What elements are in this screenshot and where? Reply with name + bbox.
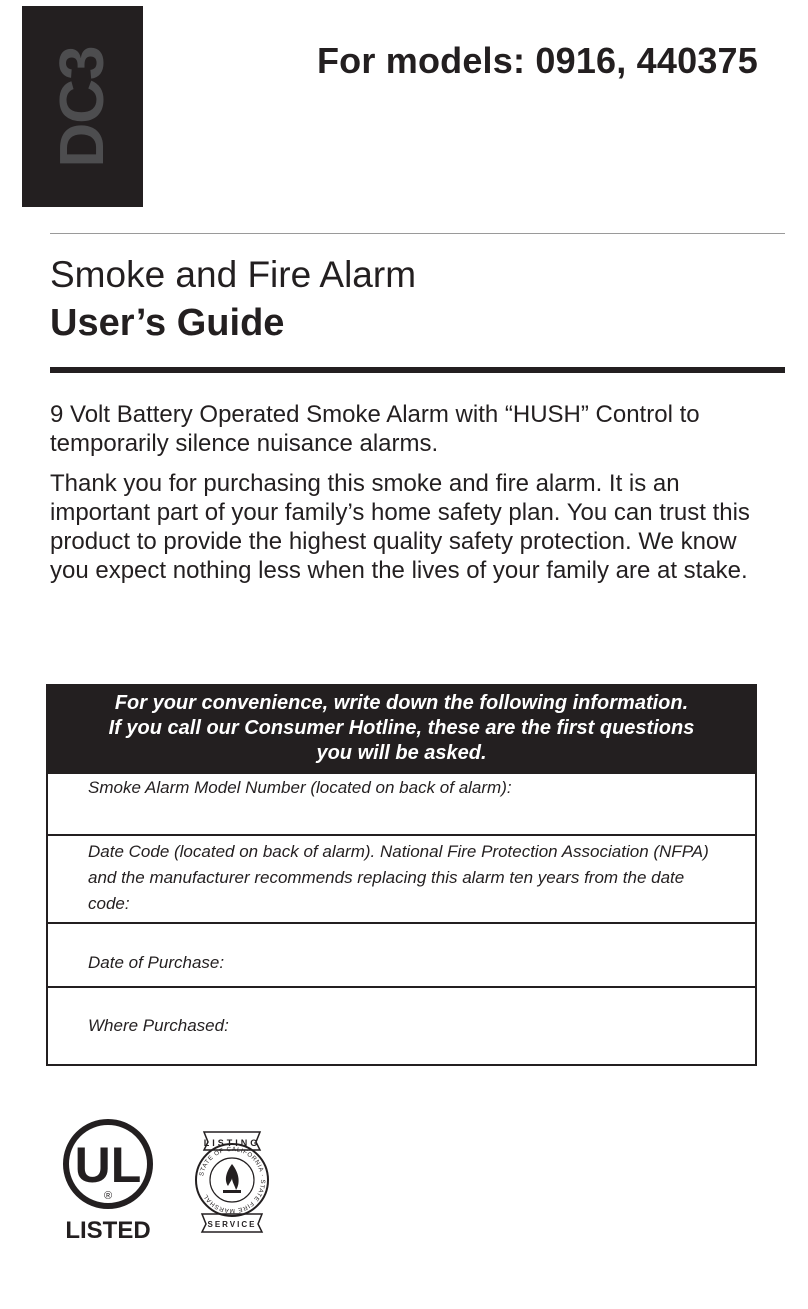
field-date-code[interactable]: Date Code (located on back of alarm). National Fire Protection Association (NFPA) and the manufacturer recommends replacing this alarm ten years from the date code:	[48, 834, 755, 922]
info-header-line: For your convenience, write down the following information.	[114, 692, 689, 714]
ul-listed-logo	[62, 1118, 158, 1244]
field-date-of-purchase[interactable]: Date of Purchase:	[48, 922, 755, 986]
seal-top-text: LISTING	[203, 1138, 261, 1148]
info-header-line: you will be asked.	[316, 742, 487, 764]
model-tab	[22, 6, 143, 207]
ul-registered-mark: ®	[103, 1190, 113, 1202]
owner-info-form	[46, 684, 757, 1066]
ul-mark: UL	[74, 1137, 142, 1193]
ul-listed-text: LISTED	[65, 1217, 151, 1244]
document-title: Smoke and Fire Alarm	[50, 254, 417, 295]
seal-ring-text: STATE OF CALIFORNIA · STATE FIRE MARSHAL	[198, 1145, 267, 1215]
divider-thin	[50, 233, 785, 234]
document-subtitle: User’s Guide	[50, 302, 285, 344]
model-tab-code: DC3	[47, 45, 117, 168]
field-model-number[interactable]: Smoke Alarm Model Number (located on back of alarm):	[48, 772, 755, 834]
info-form-header	[48, 686, 755, 772]
seal-bottom-text: SERVICE	[207, 1220, 257, 1229]
divider-thick	[50, 367, 785, 373]
svg-text:STATE OF CALIFORNIA · STATE FI	[198, 1146, 266, 1214]
info-header-line: If you call our Consumer Hotline, these are the first questions	[108, 717, 695, 739]
product-description: 9 Volt Battery Operated Smoke Alarm with “HUSH” Control to temporarily silence nuisance alarms.	[50, 401, 700, 457]
thank-you-paragraph: Thank you for purchasing this smoke and fire alarm. It is an important part of your family’s home safety plan. You can trust this product to provide the highest quality safety protection. We know you expect nothing less when the lives of your family are at stake.	[50, 470, 750, 584]
field-where-purchased[interactable]: Where Purchased:	[48, 986, 755, 1062]
models-heading: For models: 0916, 440375	[316, 40, 758, 81]
state-fire-marshal-seal	[190, 1124, 274, 1236]
